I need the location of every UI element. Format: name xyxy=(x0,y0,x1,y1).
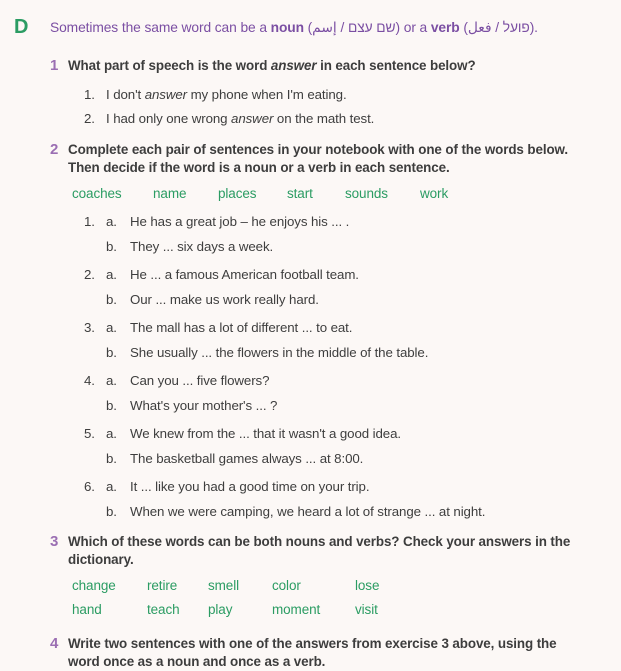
exercise-4 xyxy=(50,635,621,671)
word-bank-item: work xyxy=(420,186,449,201)
pair-number: 1. xyxy=(84,214,95,229)
pair-sentence-a: We knew from the ... that it wasn't a good idea. xyxy=(130,426,401,441)
item-text: I don't answer my phone when I'm eating. xyxy=(106,87,347,102)
pair-letter-a: a. xyxy=(106,214,117,229)
exercise-3-heading-line-2: dictionary. xyxy=(68,552,134,567)
pair-sentence-b: The basketball games always ... at 8:00. xyxy=(130,451,364,466)
word-bank-item: play xyxy=(208,602,233,617)
exercise-4-heading-line-2: word once as a noun and once as a verb. xyxy=(68,654,326,669)
section-header xyxy=(0,0,621,37)
exercise-2-number: 2 xyxy=(50,141,59,158)
pair-letter-a: a. xyxy=(106,479,117,494)
word-bank-row-1 xyxy=(72,578,621,593)
pair-letter-a: a. xyxy=(106,373,117,388)
pair-letter-a: a. xyxy=(106,267,117,282)
item-number: 2. xyxy=(84,111,95,126)
pair-sentence-b: She usually ... the flowers in the middle of the table. xyxy=(130,345,429,360)
item-number: 1. xyxy=(84,87,95,102)
pair-number: 6. xyxy=(84,479,95,494)
sentence-item xyxy=(84,111,621,126)
pair-letter-b: b. xyxy=(106,398,117,413)
pair-number: 4. xyxy=(84,373,95,388)
pair-letter-b: b. xyxy=(106,292,117,307)
pair-item-3 xyxy=(68,321,621,360)
word-bank-item: retire xyxy=(147,578,178,593)
exercise-3 xyxy=(50,533,621,617)
exercise-1-heading: What part of speech is the word answer in each sentence below? xyxy=(68,58,476,73)
exercise-2-heading-line-1: Complete each pair of sentences in your notebook with one of the words below. xyxy=(68,142,568,157)
pair-sentence-a: He has a great job – he enjoys his ... . xyxy=(130,214,350,229)
pair-sentence-a: The mall has a lot of different ... to eat. xyxy=(130,320,353,335)
word-bank-item: coaches xyxy=(72,186,122,201)
pair-number: 5. xyxy=(84,426,95,441)
pair-letter-b: b. xyxy=(106,345,117,360)
pair-sentence-b: Our ... make us work really hard. xyxy=(130,292,319,307)
pair-sentence-b: What's your mother's ... ? xyxy=(130,398,278,413)
word-bank-item: visit xyxy=(355,602,378,617)
word-bank-item: smell xyxy=(208,578,240,593)
pair-sentence-a: He ... a famous American football team. xyxy=(130,267,359,282)
item-text: I had only one wrong answer on the math test. xyxy=(106,111,375,126)
pair-number: 3. xyxy=(84,320,95,335)
pair-item-1 xyxy=(68,215,621,254)
pair-letter-a: a. xyxy=(106,426,117,441)
exercise-1-number: 1 xyxy=(50,57,59,74)
pair-item-4 xyxy=(68,374,621,413)
pair-sentence-a: It ... like you had a good time on your trip. xyxy=(130,479,370,494)
pair-letter-b: b. xyxy=(106,239,117,254)
pair-item-5 xyxy=(68,427,621,466)
section-letter: D xyxy=(14,16,29,38)
exercise-1-items xyxy=(68,87,621,126)
word-bank-item: color xyxy=(272,578,301,593)
pair-letter-a: a. xyxy=(106,320,117,335)
pair-number: 2. xyxy=(84,267,95,282)
word-bank-item: lose xyxy=(355,578,380,593)
word-bank-item: sounds xyxy=(345,186,388,201)
sentence-item xyxy=(84,87,621,102)
word-bank-item: name xyxy=(153,186,187,201)
word-bank-item: teach xyxy=(147,602,180,617)
exercise-2-pairs xyxy=(68,215,621,519)
exercise-4-heading-line-1: Write two sentences with one of the answers from exercise 3 above, using the xyxy=(68,636,557,651)
word-bank-item: change xyxy=(72,578,116,593)
pair-sentence-b: When we were camping, we heard a lot of strange ... at night. xyxy=(130,504,486,519)
word-bank-item: places xyxy=(218,186,257,201)
pair-letter-b: b. xyxy=(106,451,117,466)
pair-letter-b: b. xyxy=(106,504,117,519)
pair-sentence-b: They ... six days a week. xyxy=(130,239,274,254)
pair-sentence-a: Can you ... five flowers? xyxy=(130,373,270,388)
exercise-3-heading-line-1: Which of these words can be both nouns and verbs? Check your answers in the xyxy=(68,534,571,549)
word-bank-item: start xyxy=(287,186,313,201)
exercise-3-number: 3 xyxy=(50,533,59,550)
pair-item-2 xyxy=(68,268,621,307)
word-bank-row-2 xyxy=(72,602,621,617)
exercise-1 xyxy=(50,57,621,126)
exercise-4-number: 4 xyxy=(50,635,59,652)
section-intro-text: Sometimes the same word can be a noun (שם עצם / إسم) or a verb (פועל / فعل). xyxy=(50,20,538,35)
exercise-2-heading-line-2: Then decide if the word is a noun or a verb in each sentence. xyxy=(68,160,450,175)
pair-item-6 xyxy=(68,480,621,519)
word-bank-item: moment xyxy=(272,602,321,617)
word-bank-item: hand xyxy=(72,602,102,617)
word-bank xyxy=(72,186,621,201)
exercise-2 xyxy=(50,141,621,519)
